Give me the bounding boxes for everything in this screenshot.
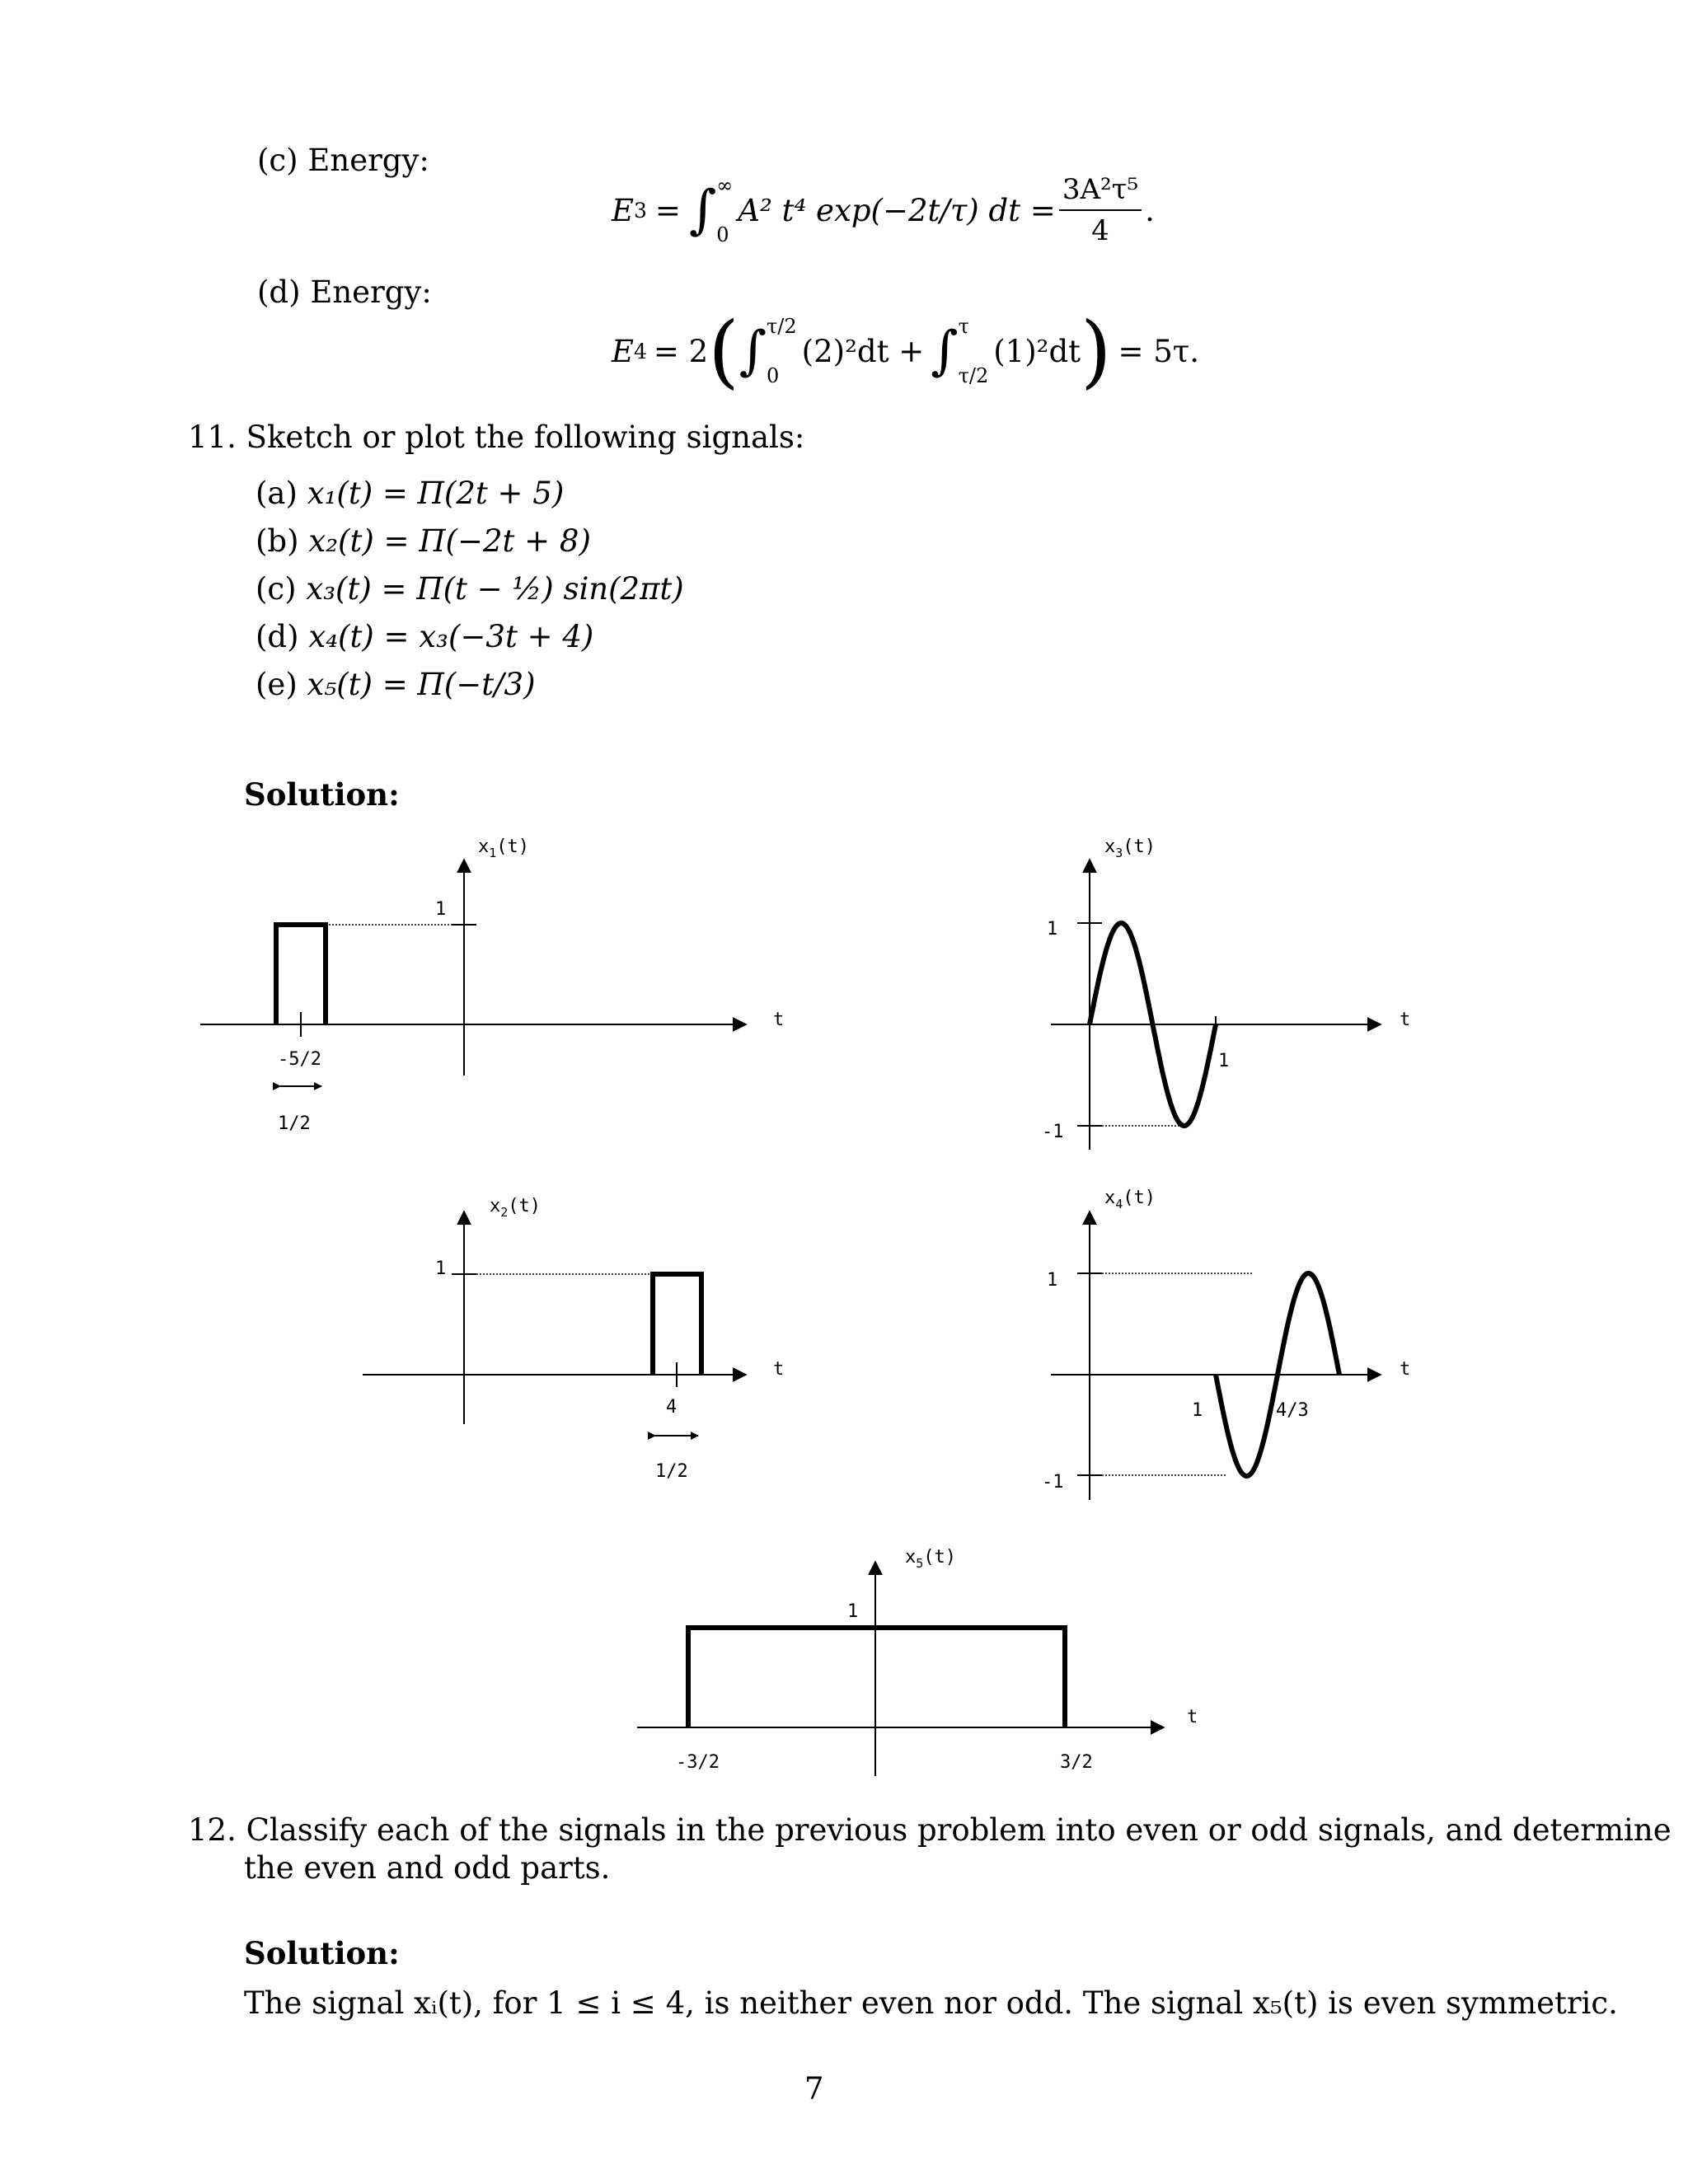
item-c: (c) x₃(t) = Π(t − ½) sin(2πt)	[256, 571, 684, 607]
problem-11-heading: 11. Sketch or plot the following signals:	[188, 419, 805, 455]
solution-12-answer: The signal xᵢ(t), for 1 ≤ i ≤ 4, is neither even nor odd. The signal x₅(t) is even symmetric.	[244, 1985, 1618, 2021]
e4-term2: (1)²dt	[993, 333, 1081, 369]
solution-12-label: Solution:	[244, 1935, 400, 1971]
part-d-label: (d) Energy:	[257, 274, 432, 310]
energy-e4-equation: E 4 = 2 ( ∫ τ/2 0 (2)²dt + ∫ τ τ/2 (1)²dt ) = 5τ.	[612, 305, 1200, 397]
x5-title: $x_5(t)$	[905, 1547, 957, 1571]
x2-width-label: 1/2	[655, 1461, 688, 1482]
x1-center-label: -5/2	[278, 1049, 321, 1070]
problem-12-line1: 12. Classify each of the signals in the previous problem into even or odd signals, and determine	[188, 1812, 1672, 1848]
e4-subscript: 4	[634, 339, 647, 363]
x4-t-label: t	[1400, 1359, 1411, 1380]
item-d: (d) x₄(t) = x₃(−3t + 4)	[256, 619, 594, 654]
x5-left-label: -3/2	[676, 1752, 720, 1773]
x2-center-label: 4	[666, 1397, 678, 1418]
plot-x4	[1042, 1188, 1410, 1500]
plot-x3	[1042, 837, 1410, 1150]
e4-result: = 5τ.	[1118, 333, 1200, 369]
x4-pos-label: 1	[1047, 1270, 1058, 1291]
x2-t-label: t	[773, 1359, 785, 1380]
e4-term1: (2)²dt +	[801, 333, 925, 369]
integral-sign-1: ∫	[738, 321, 767, 382]
x5-right-label: 3/2	[1060, 1752, 1093, 1773]
e3-numerator: 3A²τ⁵	[1059, 173, 1142, 211]
item-a: (a) x₁(t) = Π(2t + 5)	[256, 476, 565, 511]
x2-title: $x_2(t)$	[490, 1196, 542, 1220]
e3-symbol: E	[612, 192, 635, 228]
part-c-label: (c) Energy:	[257, 143, 429, 178]
integral-sign: ∫	[688, 180, 717, 241]
x3-neg-label: -1	[1042, 1122, 1064, 1142]
x1-title: $x_1(t)$	[478, 837, 530, 860]
solution-11-label: Solution:	[244, 776, 400, 813]
page-number: 7	[804, 2071, 824, 2107]
problem-12-line2: the even and odd parts.	[244, 1850, 611, 1886]
x5-pulse	[688, 1628, 1065, 1727]
e4-symbol: E	[612, 333, 635, 369]
x1-pulse	[276, 925, 326, 1024]
integral-lower: 0	[716, 223, 729, 246]
x3-t-tick-label: 1	[1218, 1051, 1230, 1071]
x3-pos-label: 1	[1047, 919, 1058, 940]
integral-upper: ∞	[716, 174, 734, 197]
e3-integrand: A² t⁴ exp(−2t/τ) dt =	[738, 192, 1056, 228]
x4-neg-label: -1	[1042, 1472, 1064, 1493]
item-e: (e) x₅(t) = Π(−t/3)	[256, 667, 536, 702]
plot-x2	[363, 1196, 784, 1482]
energy-e3-equation: E 3 = ∫ ∞ 0 A² t⁴ exp(−2t/τ) dt = $\frac{\text{3A²τ⁵}}{4}$ .	[612, 173, 1155, 247]
plot-x1	[200, 837, 784, 1134]
integral2-upper: τ	[958, 315, 969, 338]
e3-denominator: 4	[1091, 214, 1109, 247]
x3-title: $x_3(t)$	[1104, 837, 1156, 860]
x4-t-tick1-label: 1	[1192, 1400, 1203, 1421]
x1-y-label: 1	[435, 899, 447, 920]
integral1-upper: τ/2	[767, 315, 797, 338]
item-b: (b) x₂(t) = Π(−2t + 8)	[256, 523, 591, 559]
integral-sign-2: ∫	[931, 321, 959, 382]
e3-subscript: 3	[634, 198, 647, 223]
x1-t-label: t	[773, 1010, 785, 1030]
integral2-lower: τ/2	[958, 364, 989, 387]
integral1-lower: 0	[767, 364, 780, 387]
x4-title: $x_4(t)$	[1104, 1188, 1156, 1212]
x1-width-label: 1/2	[278, 1113, 311, 1134]
plot-x5	[637, 1547, 1198, 1776]
x2-y-label: 1	[435, 1258, 447, 1279]
x5-t-label: t	[1187, 1707, 1198, 1727]
e4-coefficient: = 2	[653, 333, 709, 369]
x4-t-tick2-label: 4/3	[1276, 1400, 1309, 1421]
x2-pulse	[653, 1274, 701, 1375]
x5-y-label: 1	[847, 1601, 859, 1622]
x3-t-label: t	[1400, 1010, 1411, 1030]
